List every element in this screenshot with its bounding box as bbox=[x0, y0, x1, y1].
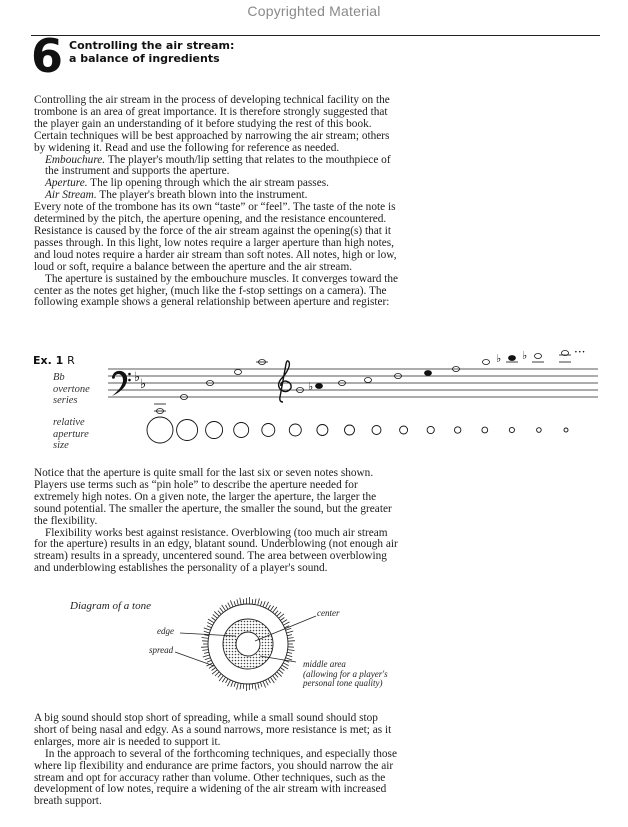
spread-tick bbox=[283, 663, 288, 666]
spread-tick bbox=[277, 612, 281, 616]
spread-tick bbox=[205, 658, 211, 660]
intro-paragraph: Controlling the air stream in the process of developing technical facility on the trombone is an area of great importance. It is therefore strongly suggested that the player gain an understanding of it before studying the rest of this book. Certain techniques will be best approached by narrowing the air stream; others by widening it. Read and use the following for reference as needed. bbox=[34, 94, 390, 154]
spread-tick bbox=[222, 677, 225, 682]
spread-tick bbox=[282, 665, 288, 669]
spread-tick bbox=[270, 677, 274, 683]
spread-tick bbox=[255, 683, 256, 690]
chapter-number: 6 bbox=[31, 29, 64, 83]
diagram-label-center: center bbox=[317, 608, 340, 618]
spread-tick bbox=[277, 672, 282, 677]
spread-tick bbox=[287, 652, 292, 653]
aperture-circle bbox=[206, 422, 223, 439]
spread-tick bbox=[273, 676, 277, 681]
staff-label-line: Bb bbox=[53, 372, 65, 383]
tone-diagram bbox=[0, 596, 628, 706]
aperture-circle bbox=[289, 424, 301, 436]
spread-tick bbox=[213, 614, 218, 618]
spread-tick bbox=[260, 682, 262, 687]
spread-tick bbox=[243, 599, 244, 604]
aperture-circle bbox=[177, 420, 198, 441]
spread-tick bbox=[230, 600, 233, 607]
spread-tick bbox=[204, 652, 209, 653]
svg-text:♭: ♭ bbox=[522, 349, 528, 362]
intro-paragraph-3: The aperture is sustained by the embouchure muscles. It converges toward the center as the notes get higher, (much like the f-stop settings on a camera). The following example shows a general relationship between aperture and register: bbox=[34, 272, 399, 309]
svg-text:♭: ♭ bbox=[496, 352, 502, 365]
aperture-circle bbox=[317, 425, 328, 436]
notes-bass bbox=[154, 360, 268, 414]
spread-tick bbox=[288, 638, 294, 639]
aperture-circle bbox=[509, 427, 514, 432]
spread-tick bbox=[240, 598, 241, 605]
spread-tick bbox=[266, 680, 269, 685]
spread-tick bbox=[218, 611, 221, 615]
definition-text: The player's breath blown into the instrument. bbox=[96, 189, 308, 202]
aperture-label-line: size bbox=[53, 440, 69, 451]
spread-tick bbox=[286, 658, 293, 660]
after-example-text bbox=[34, 468, 400, 575]
aperture-circle bbox=[427, 426, 434, 433]
spread-tick bbox=[215, 672, 219, 676]
spread-tick bbox=[273, 607, 277, 613]
spread-tick bbox=[286, 628, 292, 630]
definition-text: The player's mouth/lip setting that relates to the mouthpiece of the instrument and supports the aperture. bbox=[45, 153, 391, 178]
spread-tick bbox=[268, 679, 271, 683]
spread-tick bbox=[270, 606, 273, 611]
intro-text bbox=[34, 95, 400, 309]
middle-area-note-1: (allowing for a player's bbox=[303, 668, 388, 679]
center-circle bbox=[236, 632, 260, 656]
spread-tick bbox=[204, 628, 211, 630]
spread-tick bbox=[201, 647, 208, 648]
chapter-title bbox=[69, 40, 234, 65]
copyright-watermark: Copyrighted Material bbox=[247, 3, 381, 19]
spread-tick bbox=[263, 601, 265, 607]
spread-tick bbox=[288, 650, 295, 651]
chapter-title-line-2: a balance of ingredients bbox=[69, 51, 220, 65]
closing-text bbox=[34, 713, 400, 808]
after-example-paragraph-1: Notice that the aperture is quite small for the last six or seven notes shown. Players use terms such as “pin hole” to describe the aperture needed for extremely high notes. On a given note, the larger the aperture, the larger the sound potential. The smaller the aperture, the smaller the sound, but the greater the flexibility. bbox=[34, 467, 392, 527]
aperture-circle bbox=[537, 428, 542, 433]
spread-tick bbox=[263, 681, 266, 688]
spread-tick bbox=[240, 683, 241, 689]
spread-tick bbox=[208, 619, 214, 623]
spread-tick bbox=[226, 679, 229, 683]
definition-text: The lip opening through which the air stream passes. bbox=[87, 177, 329, 190]
notes-treble bbox=[297, 349, 572, 393]
aperture-circle bbox=[455, 427, 461, 433]
spread-tick bbox=[275, 674, 278, 678]
spread-tick bbox=[287, 631, 294, 633]
spread-tick bbox=[279, 614, 284, 619]
spread-tick bbox=[237, 599, 238, 605]
spread-tick bbox=[231, 681, 233, 687]
example-label-text: Ex. 1 bbox=[33, 354, 64, 367]
overtone-series-staff bbox=[0, 345, 628, 470]
diagram-label-middle-area bbox=[303, 660, 388, 689]
spread-tick bbox=[212, 668, 216, 671]
aperture-circle bbox=[372, 426, 381, 435]
chapter-title-line-1: Controlling the air stream: bbox=[69, 39, 235, 52]
spread-tick bbox=[252, 599, 253, 604]
spread-tick bbox=[212, 670, 217, 675]
aperture-circle bbox=[482, 427, 488, 433]
spread-tick bbox=[237, 683, 239, 690]
definition-term: Air Stream. bbox=[45, 189, 97, 202]
spread-tick bbox=[260, 601, 262, 606]
spread-tick bbox=[258, 598, 260, 605]
closing-paragraph-1: A big sound should stop short of spreading, while a small sound should stop short of being nasal and edgy. As a sound narrows, more resistance is met; as it enlarges, more air is needed to support it. bbox=[34, 712, 392, 748]
definition-embouchure bbox=[34, 155, 400, 179]
spread-tick bbox=[234, 682, 236, 687]
spread-tick bbox=[228, 603, 231, 608]
spread-tick bbox=[283, 622, 289, 625]
definition-term: Aperture. bbox=[45, 177, 88, 190]
spread-tick bbox=[219, 676, 223, 682]
spread-tick bbox=[203, 655, 210, 657]
spread-tick bbox=[255, 599, 256, 605]
series-ellipsis: ··· bbox=[574, 345, 586, 359]
spread-tick bbox=[275, 611, 278, 615]
spread-tick bbox=[243, 684, 244, 689]
chapter-rule bbox=[31, 35, 600, 36]
closing-paragraph-2: In the approach to several of the forthcoming techniques, and especially those where lip flexibility and endurance are prime factors, you should narrow the air stream and opt for accuracy rather than volume. Other techniques, such as the development of low notes, require a widening of the air stream with increased breath support. bbox=[34, 747, 397, 808]
treble-clef-icon bbox=[279, 361, 292, 402]
bass-clef-icon bbox=[112, 371, 131, 396]
spread-tick bbox=[207, 660, 212, 662]
key-signature bbox=[134, 370, 146, 392]
after-example-paragraph-2: Flexibility works best against resistance. Overblowing (too much air stream for the aperture) results in an edgy, blatant sound. Underblowing (not enough air stream) results in a spready, uncentered sound. The area between overblowing and underblowing establishes the personality of a player's sound. bbox=[34, 526, 398, 575]
spread-tick bbox=[288, 641, 295, 642]
spread-tick bbox=[212, 618, 216, 621]
diagram-title: Diagram of a tone bbox=[70, 600, 151, 612]
middle-area-title: middle area bbox=[303, 659, 346, 669]
spread-tick bbox=[287, 635, 292, 636]
spread-tick bbox=[287, 655, 293, 657]
intro-paragraph-2: Every note of the trombone has its own “taste” or “feel”. The taste of the note is determined by the pitch, the aperture opening, and the resistance encountered. Resistance is caused by the force of the air stream against the opening(s) that it passes through. In this light, low notes require a larger aperture than high notes, and loud notes require a harder air stream than soft notes. All notes, high or low, loud or soft, require a balance between the aperture and the air stream. bbox=[34, 201, 397, 273]
spread-tick bbox=[279, 670, 284, 674]
aperture-label-line: relative bbox=[53, 417, 85, 428]
spread-tick bbox=[207, 622, 212, 625]
diagram-label-edge: edge bbox=[157, 626, 174, 636]
spread-tick bbox=[282, 620, 287, 623]
spread-tick bbox=[220, 608, 224, 613]
spread-tick bbox=[222, 605, 226, 611]
spread-tick bbox=[266, 602, 269, 608]
spread-tick bbox=[252, 684, 253, 689]
staff-label-line: series bbox=[53, 395, 78, 406]
spread-tick bbox=[280, 668, 284, 671]
spread-tick bbox=[207, 626, 212, 628]
aperture-circle bbox=[147, 417, 173, 443]
svg-text:♭: ♭ bbox=[134, 370, 141, 385]
aperture-circle bbox=[400, 426, 408, 434]
aperture-circle bbox=[262, 424, 275, 437]
aperture-circle bbox=[345, 425, 355, 435]
spread-tick bbox=[280, 618, 284, 621]
definition-term: Embouchure. bbox=[45, 153, 106, 166]
svg-text:♭: ♭ bbox=[308, 380, 314, 393]
spread-tick bbox=[268, 605, 271, 609]
spread-tick bbox=[202, 638, 209, 639]
spread-tick bbox=[202, 650, 208, 651]
middle-area-note-2: personal tone quality) bbox=[303, 678, 383, 688]
aperture-label-line: aperture bbox=[53, 428, 89, 440]
spread-tick bbox=[227, 680, 230, 686]
spread-tick bbox=[226, 605, 229, 609]
aperture-circle bbox=[564, 428, 568, 432]
diagram-label-spread: spread bbox=[149, 645, 174, 655]
spread-tick bbox=[214, 611, 219, 616]
example-label-mark: R bbox=[67, 354, 75, 367]
spread-tick bbox=[258, 683, 259, 689]
spread-tick bbox=[218, 674, 221, 678]
staff-lines bbox=[108, 369, 598, 397]
aperture-circles bbox=[147, 417, 568, 443]
spread-tick bbox=[234, 601, 236, 606]
spread-tick bbox=[204, 631, 210, 633]
staff-label-line: overtone bbox=[53, 383, 90, 395]
aperture-circle bbox=[234, 423, 249, 438]
svg-text:♭: ♭ bbox=[140, 377, 147, 392]
